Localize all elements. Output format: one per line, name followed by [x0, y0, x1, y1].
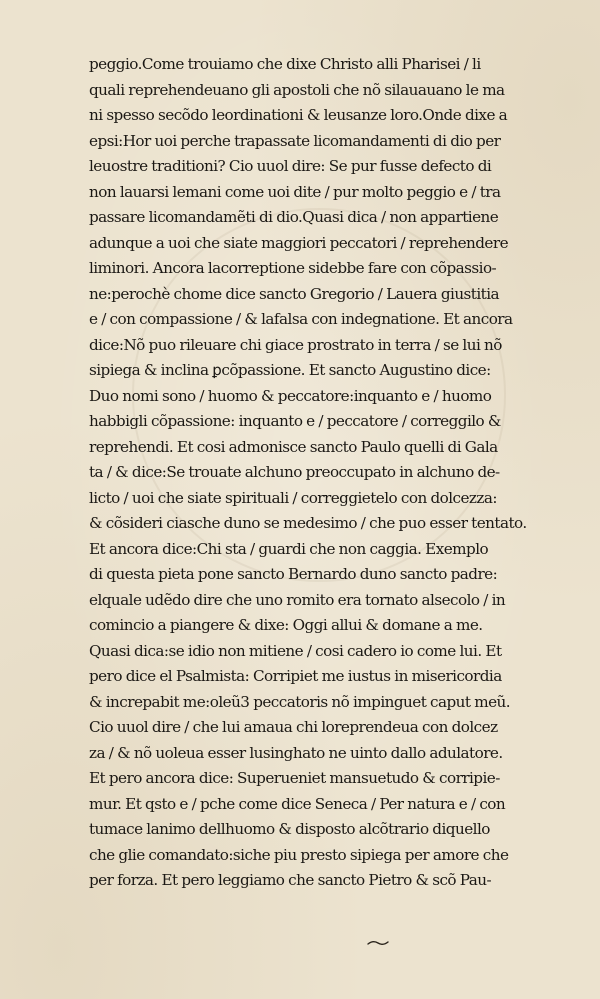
text-line: leuostre traditioni? Cio uuol dire: Se pur fusse defecto di — [89, 157, 492, 175]
text-line: Quasi dica:se idio non mitiene / cosi cadero io come lui. Et — [89, 641, 502, 660]
text-line: dice:Nõ puo rileuare chi giace prostrato in terra / se lui nõ — [89, 335, 502, 354]
text-line: Duo nomi sono / huomo & peccatore:inquanto e / huomo — [89, 386, 492, 405]
text-line: ni spesso secõdo leordinationi & leusanze loro.Onde dixe a — [89, 106, 508, 124]
text-line: e / con compassione / & lafalsa con indegnatione. Et ancora — [89, 310, 513, 328]
text-line: peggio.Come trouiamo che dixe Christo alli Pharisei / li — [89, 55, 481, 73]
text-line: reprehendi. Et cosi admonisce sancto Paulo quelli di Gala — [89, 437, 498, 456]
text-line: liminori. Ancora lacorreptione sidebbe fare con cõpassio- — [89, 259, 497, 277]
text-line: Cio uuol dire / che lui amaua chi loreprendeua con dolcez — [89, 718, 498, 736]
text-line: sipiega & inclina ꝑcõpassione. Et sancto Augustino dice: — [89, 361, 491, 379]
text-line: pero dice el Psalmista: Corripiet me iustus in misericordia — [89, 667, 502, 685]
text-line: ne:perochè chome dice sancto Gregorio / Lauera giustitia — [89, 284, 500, 303]
text-line: tumace lanimo dellhuomo & disposto alcõtrario diquello — [89, 820, 490, 838]
text-line: per forza. Et pero leggiamo che sancto Pietro & scõ Pau- — [89, 871, 492, 889]
text-line: & cõsideri ciasche duno se medesimo / che puo esser tentato. — [89, 514, 527, 532]
text-line: epsi:Hor uoi perche trapassate licomandamenti di dio per — [89, 131, 501, 150]
footer-ornament — [367, 939, 389, 947]
text-line: che glie comandato:siche piu presto sipiega per amore che — [89, 845, 509, 864]
text-line: elquale udẽdo dire che uno romito era tornato alsecolo / in — [89, 590, 506, 609]
text-line: quali reprehendeuano gli apostoli che nõ silauauano le ma — [89, 80, 505, 99]
text-line: za / & nõ uoleua esser lusinghato ne uinto dallo adulatore. — [89, 743, 503, 762]
text-line: comincio a piangere & dixe: Oggi allui & domane a me. — [89, 616, 483, 634]
text-line: & increpabit me:oleũ3 peccatoris nõ impinguet caput meũ. — [89, 692, 511, 711]
text-line: passare licomandamẽti di dio.Quasi dica / non appartiene — [89, 208, 499, 226]
text-line: Et pero ancora dice: Superueniet mansuetudo & corripie- — [89, 769, 500, 787]
text-line: ta / & dice:Se trouate alchuno preoccupato in alchuno de- — [89, 463, 500, 481]
text-line: di questa pieta pone sancto Bernardo duno sancto padre: — [89, 565, 498, 583]
text-block — [89, 52, 539, 894]
text-line: Et ancora dice:Chi sta / guardi che non caggia. Exemplo — [89, 539, 489, 558]
text-line: non lauarsi lemani come uoi dite / pur molto peggio e / tra — [89, 182, 501, 201]
text-line: adunque a uoi che siate maggiori peccatori / reprehendere — [89, 233, 509, 252]
text-line: licto / uoi che siate spirituali / correggietelo con dolcezza: — [89, 488, 497, 507]
text-line: mur. Et qsto e / pche come dice Seneca / Per natura e / con — [89, 794, 506, 813]
text-line: habbigli cõpassione: inquanto e / peccatore / correggilo & — [89, 412, 501, 430]
